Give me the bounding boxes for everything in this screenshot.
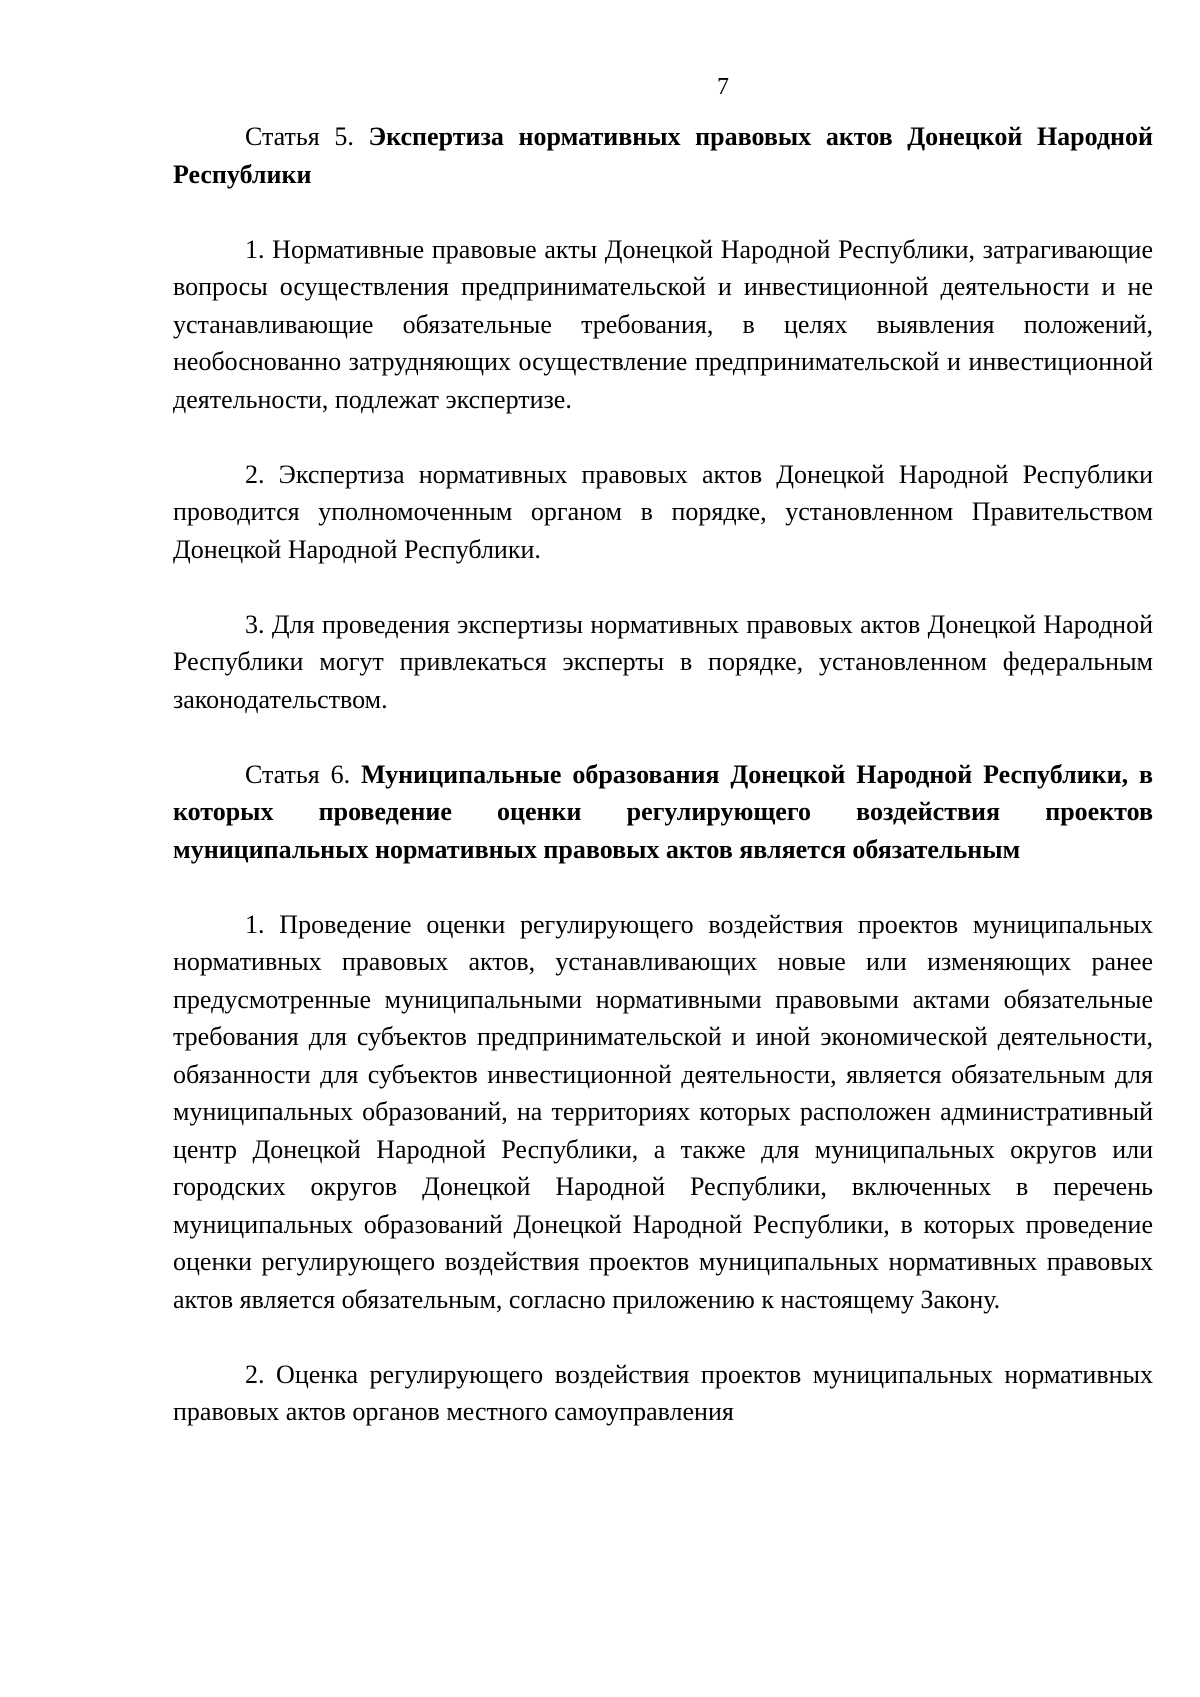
spacer [173, 1318, 1153, 1356]
spacer [173, 868, 1153, 906]
page-number: 7 [717, 74, 729, 100]
article-5-heading [173, 118, 1153, 193]
article-5-paragraph-1: 1. Нормативные правовые акты Донецкой Народной Республики, затрагивающие вопросы осуществления предпринимательской и инвестиционной деятельности и не устанавливающие обязательные требования, в целях выявления положений, необоснованно затрудняющих осуществление предпринимательской и инвестиционной деятельности, подлежат экспертизе. [173, 234, 1153, 414]
article-6-title: Муниципальные образования Донецкой Народной Республики, в которых проведение оценки регулирующего воздействия проектов муниципальных нормативных правовых актов является обязательным [173, 759, 1153, 864]
article-5-label: Статья 5. [245, 122, 354, 151]
article-5-paragraph-2: 2. Экспертиза нормативных правовых актов Донецкой Народной Республики проводится уполномоченным органом в порядке, установленном Правительством Донецкой Народной Республики. [173, 459, 1153, 564]
spacer [173, 568, 1153, 606]
spacer [173, 418, 1153, 456]
article-5-title: Экспертиза нормативных правовых актов Донецкой Народной Республики [173, 122, 1153, 189]
article-6-label: Статья 6. [245, 759, 351, 789]
article-6-heading [173, 756, 1153, 869]
spacer [173, 718, 1153, 756]
article-6-paragraph-1: 1. Проведение оценки регулирующего воздействия проектов муниципальных нормативных правовых актов, устанавливающих новые или изменяющих ранее предусмотренные муниципальными нормативными правовыми актами обязательные требования для субъектов предпринимательской и иной экономической деятельности, обязанности для субъектов инвестиционной деятельности, является обязательным для муниципальных образований, на территориях которых расположен административный центр Донецкой Народной Республики, а также для муниципальных округов или городских округов Донецкой Народной Республики, включенных в перечень муниципальных образований Донецкой Народной Республики, в которых проведение оценки регулирующего воздействия проектов муниципальных нормативных правовых актов является обязательным, согласно приложению к настоящему Закону. [173, 909, 1153, 1314]
article-5-paragraph-3: 3. Для проведения экспертизы нормативных правовых актов Донецкой Народной Республики могут привлекаться эксперты в порядке, установленном федеральным законодательством. [173, 609, 1153, 714]
spacer [173, 193, 1153, 231]
article-6-paragraph-2: 2. Оценка регулирующего воздействия проектов муниципальных нормативных правовых актов органов местного самоуправления [173, 1359, 1153, 1426]
